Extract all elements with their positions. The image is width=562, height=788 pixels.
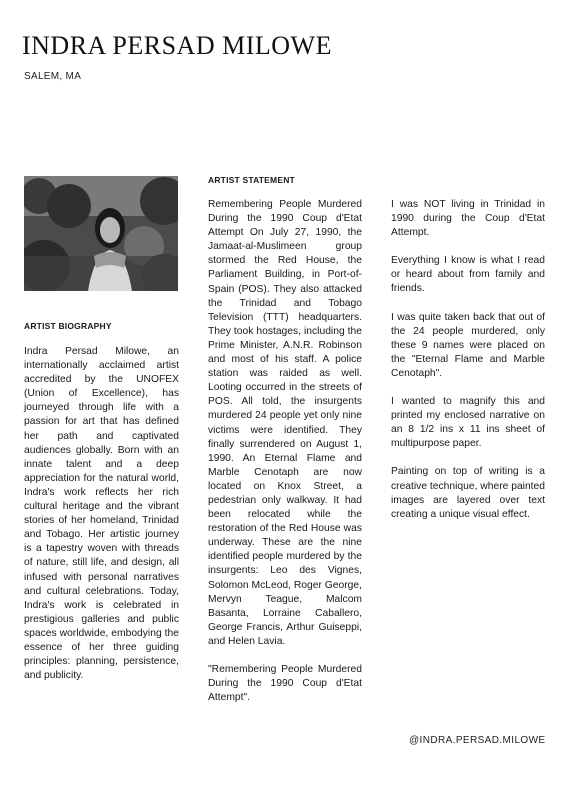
statement-paragraph: Painting on top of writing is a creative technique, where painted images are layered over text creating a unique visual effect. bbox=[391, 466, 545, 520]
statement-column-left bbox=[208, 198, 362, 719]
statement-paragraph: I was NOT living in Trinidad in 1990 during the Coup d'Etat Attempt. bbox=[391, 199, 545, 239]
artist-location: SALEM, MA bbox=[24, 71, 82, 82]
statement-paragraph: I wanted to magnify this and printed my enclosed narrative on an 8 1/2 ins x 11 ins sheet of multipurpose paper. bbox=[391, 396, 545, 450]
statement-paragraph: "Remembering People Murdered During the 1990 Coup d'Etat Attempt". bbox=[208, 664, 362, 704]
portrait-photo-graphic bbox=[24, 176, 178, 291]
artist-name: INDRA PERSAD MILOWE bbox=[22, 31, 332, 60]
biography-heading: ARTIST BIOGRAPHY bbox=[24, 321, 112, 331]
biography-text: Indra Persad Milowe, an internationally acclaimed artist accredited by the UNOFEX (Union of Excellence), has journeyed through life with a passion for art that has defined her path and captivated audiences globally. Born with an innate talent and a deep appreciation for the natural world, Indra's work reflects her rich cultural heritage and the vibrant stories of her homeland, Trinidad and Tobago. Her artistic journey is a tapestry woven with threads of nature, still life, and design, all infused with personal narratives and cultural celebrations. Today, Indra's work is celebrated in prestigious galleries and public spaces worldwide, embodying the essence of her three guiding principles: planning, persistence, and publicity. bbox=[24, 346, 179, 682]
statement-heading: ARTIST STATEMENT bbox=[208, 175, 295, 185]
statement-paragraph: Everything I know is what I read or heard about from family and friends. bbox=[391, 255, 545, 295]
statement-paragraph: Remembering People Murdered During the 1990 Coup d'Etat Attempt On July 27, 1990, the Jamaat-al-Muslimeen group stormed the Red House, the Parliament Building, in Port-of-Spain (POS). They also attacked the Trinidad and Tobago Television (TTT) headquarters. They took hostages, including the Prime Minister, A.N.R. Robinson and most of his staff. A police station was raided as well. Looting occurred in the streets of POS. All told, the insurgents murdered 24 people yet only nine victims were identified. They finally surrendered on August 1, 1990. An Eternal Flame and Marble Cenotaph are now located on Knox Street, a pedestrian only walkway. It had been relocated while the restoration of the Red House was underway. These are the nine identified people murdered by the insurgents: Leo des Vignes, Solomon McLeod, Roger George, Mervyn Teague, Malcom Basanta, Lorraine Caballero, George Francis, Arthur Guiseppi, and Helen Lavia. bbox=[208, 199, 362, 647]
portrait-photo bbox=[24, 176, 178, 291]
social-handle: @INDRA.PERSAD.MILOWE bbox=[409, 735, 546, 746]
statement-column-right bbox=[391, 198, 545, 536]
statement-paragraph: I was quite taken back that out of the 24 people murdered, only these 9 names were placed on the "Eternal Flame and Marble Cenotaph". bbox=[391, 311, 545, 379]
